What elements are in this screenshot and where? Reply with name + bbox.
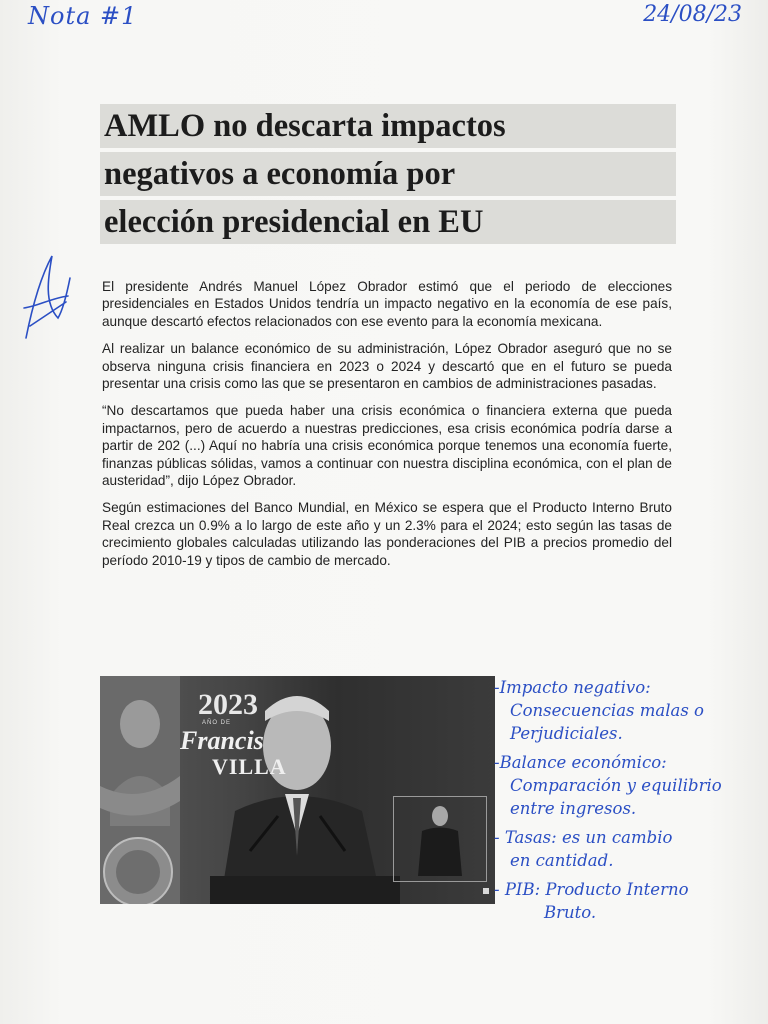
annotation-line: -Impacto negativo: [494,678,651,697]
annotation-line: Bruto. [544,903,597,922]
banner-year: 2023 [198,688,258,721]
handwritten-note-title: Nota #1 [28,2,138,30]
headline-line: elección presidencial en EU [100,200,676,244]
banner-name-line2: VILLA [212,754,287,779]
paragraph: Al realizar un balance económico de su administración, López Obrador aseguró que no se observa ninguna crisis financiera en 2023 o 2024 y descartó que en el futuro se pueda presentar una crisis como las que se presentaron en cambios de administraciones pasadas. [102,341,672,392]
annotation-line: - PIB: Producto Interno [494,880,689,899]
banner-subtitle: AÑO DE [202,720,232,726]
handwritten-date: 24/08/23 [643,2,742,27]
annotation-line: Consecuencias malas o [510,701,704,720]
annotation-line: Perjudiciales. [510,724,623,743]
article-photo [100,676,495,904]
handwritten-annotations [494,676,768,924]
paragraph: “No descartamos que pueda haber una crisis económica o financiera externa que pueda impactarnos, pero de acuerdo a nuestras predicciones, esa crisis económica podría darse a partir de 202 (...) Aquí no habría una crisis económica porque tenemos una economía fuerte, finanzas públicas sólidas, vamos a continuar con nuestra disciplina económica, con el plan de austeridad”, dijo López Obrador. [102,403,672,489]
annotation-line: entre ingresos. [510,799,637,818]
paragraph: El presidente Andrés Manuel López Obrador estimó que el periodo de elecciones presidenciales en Estados Unidos tendría un impacto negativo en la economía de ese país, aunque descartó efectos relacionados con ese evento para la economía mexicana. [102,279,672,329]
paragraph: Según estimaciones del Banco Mundial, en México se espera que el Producto Interno Bruto Real crezca un 0.9% a lo largo de este año y un 2.3% para el 2024; esto según las tasas de crecimiento globales calculadas utilizando las ponderaciones del PIB a precios promedio del período 2010-19 y tipos de cambio de mercado. [102,500,672,568]
article-headline [100,104,676,248]
signature-mark [18,248,74,348]
annotation-line: -Balance económico: [494,753,667,772]
headline-line: negativos a economía por [100,152,676,196]
banner-name-line1: Francis [180,726,264,755]
sign-language-inset [393,796,487,882]
annotation-line: - Tasas: es un cambio [494,828,673,847]
annotation-line: en cantidad. [510,851,614,870]
annotation-line: Comparación y equilibrio [510,776,722,795]
headline-line: AMLO no descarta impactos [100,104,676,148]
article-body [102,278,672,579]
